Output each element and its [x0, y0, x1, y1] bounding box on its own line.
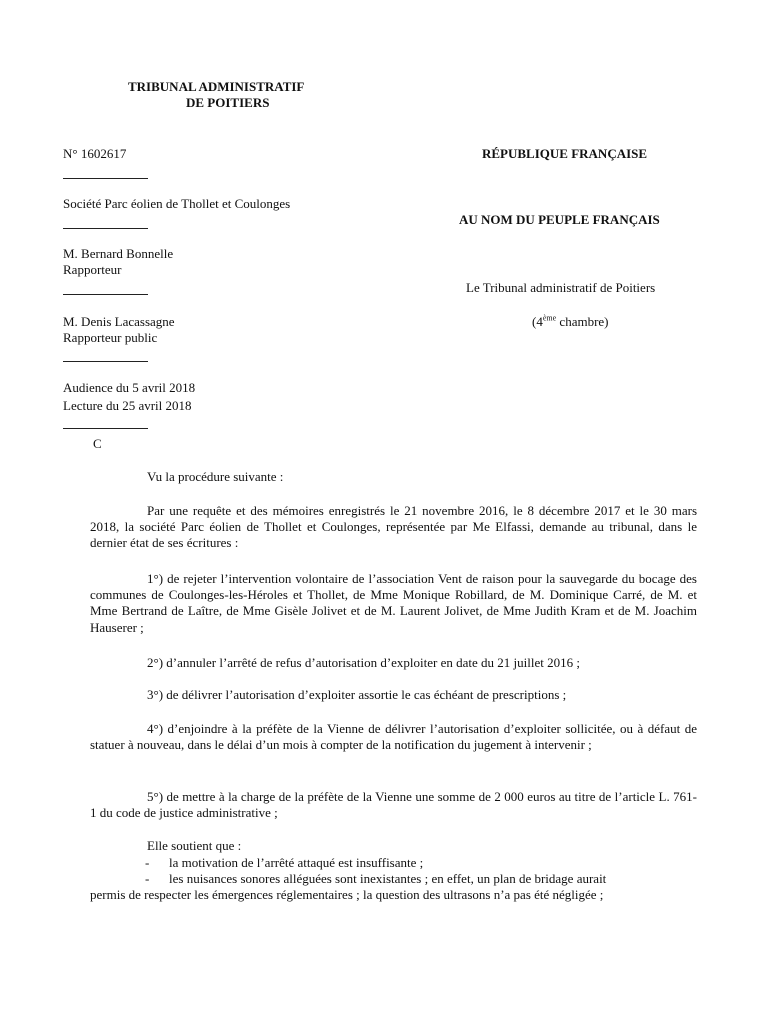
republic-title: RÉPUBLIQUE FRANÇAISE [482, 146, 648, 161]
paragraph-claim-3 [90, 687, 697, 703]
arguments-heading: Elle soutient que : [147, 838, 242, 853]
audience-date: Audience du 5 avril 2018 [63, 380, 196, 395]
separator [63, 178, 148, 179]
separator [63, 228, 148, 229]
argument-item-continuation: permis de respecter les émergences réglementaires ; la question des ultrasons n’a pas été négligée ; [90, 887, 604, 902]
argument-item-text: la motivation de l’arrêté attaqué est insuffisante ; [169, 855, 424, 870]
chamber-sup: ème [542, 313, 557, 323]
procedure-heading: Vu la procédure suivante : [147, 469, 284, 484]
tribunal-line: Le Tribunal administratif de Poitiers [466, 280, 656, 295]
people-title: AU NOM DU PEUPLE FRANÇAIS [459, 212, 660, 227]
dash-marker: - [145, 855, 150, 870]
rapporteur-role: Rapporteur [63, 262, 122, 277]
paragraph-claim-4 [90, 721, 697, 753]
dash-marker: - [145, 871, 150, 886]
separator [63, 294, 148, 295]
paragraph-claim-1 [90, 571, 697, 636]
court-name-line1: TRIBUNAL ADMINISTRATIF [128, 79, 305, 94]
paragraph-claim-5-text: 5°) de mettre à la charge de la préfète de la Vienne une somme de 2 000 euros au titre de l’article L. 761-1 du code de justice administrative ; [90, 789, 697, 821]
court-name-line2: DE POITIERS [186, 95, 270, 110]
classification-code: C [93, 436, 102, 451]
paragraph-request [90, 503, 697, 552]
chamber-line [532, 314, 609, 330]
paragraph-claim-2-text: 2°) d’annuler l’arrêté de refus d’autorisation d’exploiter en date du 21 juillet 2016 ; [147, 655, 580, 670]
paragraph-claim-1-text: 1°) de rejeter l’intervention volontaire de l’association Vent de raison pour la sauvegarde du bocage des communes de Coulonges-les-Héroles et Thollet, de Mme Monique Robillard, de M. Dominique Carré, de M. et Mme Bertrand de Laître, de Mme Gisèle Jolivet et de M. Laurent Jolivet, de Mme Judith Kram et de M. Joachim Hauserer ; [90, 571, 697, 635]
paragraph-claim-4-text: 4°) d’enjoindre à la préfète de la Vienne de délivrer l’autorisation d’exploiter sollicitée, ou à défaut de statuer à nouveau, dans le délai d’un mois à compter de la notification du jugement à intervenir ; [90, 721, 697, 753]
paragraph-request-text: Par une requête et des mémoires enregistrés le 21 novembre 2016, le 8 décembre 2017 et le 30 mars 2018, la société Parc éolien de Thollet et Coulonges, représentée par Me Elfassi, demande au tribunal, dans le dernier état de ses écritures : [90, 503, 697, 551]
separator [63, 428, 148, 429]
paragraph-claim-2 [90, 655, 697, 671]
public-rapporteur-name: M. Denis Lacassagne [63, 314, 175, 329]
chamber-close: chambre) [556, 314, 609, 329]
public-rapporteur-role: Rapporteur public [63, 330, 158, 345]
rapporteur-name: M. Bernard Bonnelle [63, 246, 174, 261]
argument-item-text: les nuisances sonores alléguées sont inexistantes ; en effet, un plan de bridage aurait [169, 871, 607, 886]
paragraph-claim-3-text: 3°) de délivrer l’autorisation d’exploiter assortie le cas échéant de prescriptions ; [147, 687, 567, 702]
paragraph-claim-5 [90, 789, 697, 821]
separator [63, 361, 148, 362]
party-name: Société Parc éolien de Thollet et Coulonges [63, 196, 291, 211]
lecture-date: Lecture du 25 avril 2018 [63, 398, 192, 413]
case-number: N° 1602617 [63, 146, 127, 161]
chamber-open: (4 [532, 314, 543, 329]
